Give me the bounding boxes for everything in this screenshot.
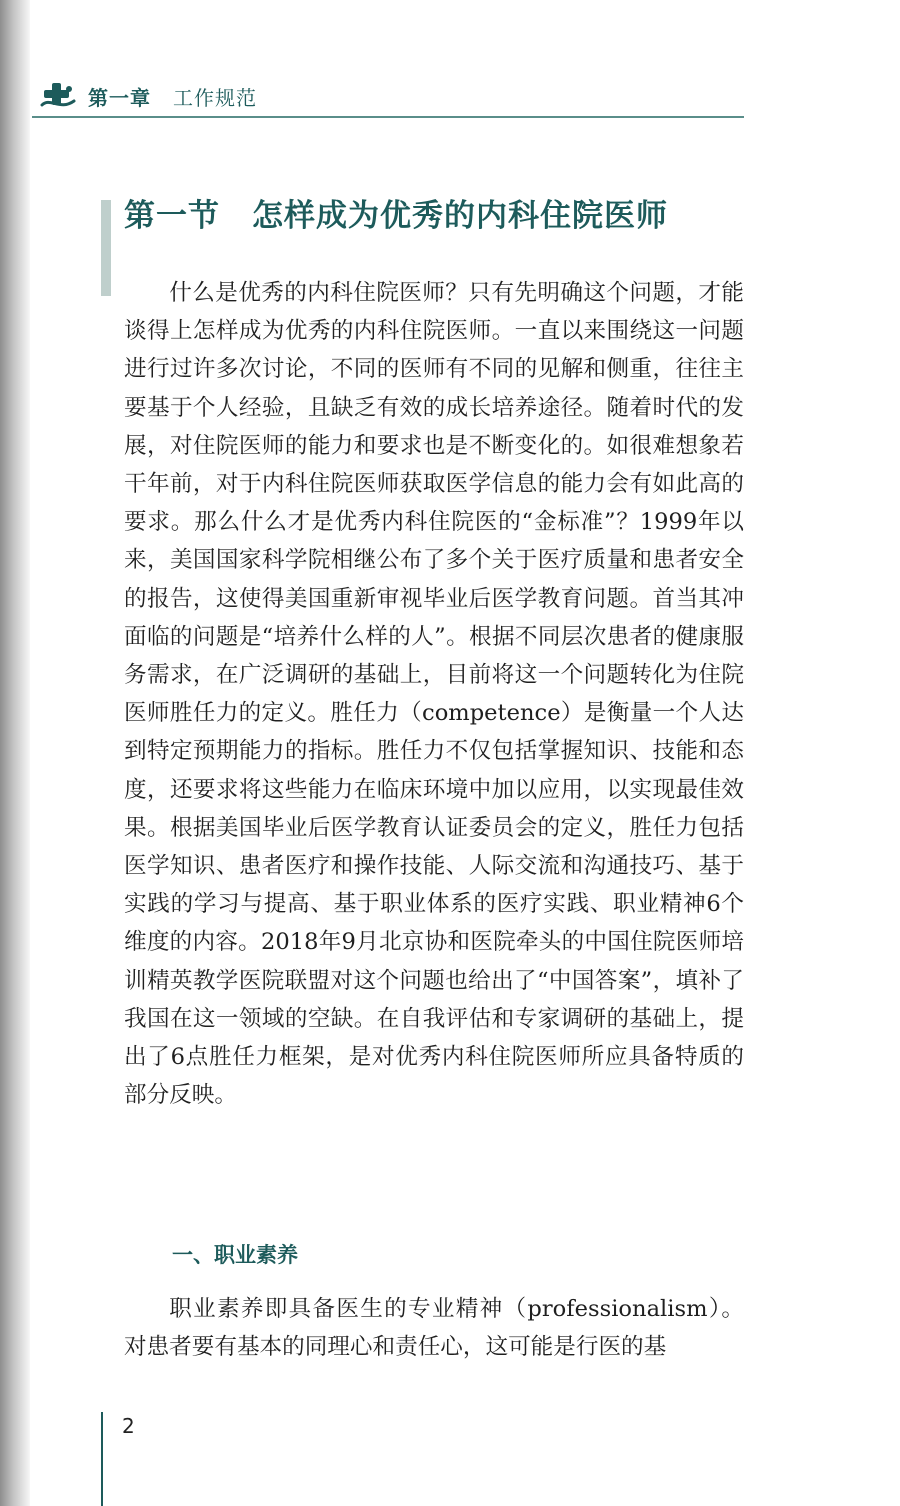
chapter-number: 第一章 [88, 85, 151, 110]
header-divider [32, 116, 744, 118]
section-accent-bar [101, 200, 111, 296]
subheading-professionalism: 一、职业素养 [172, 1243, 298, 1267]
page-number-rule [101, 1412, 103, 1506]
body-paragraph-2: 职业素养即具备医生的专业精神（professionalism）。对患者要有基本的同理心和责任心，这可能是行医的基 [124, 1296, 744, 1361]
running-header [40, 78, 257, 114]
book-spine-shadow [0, 0, 30, 1506]
section-title: 第一节 怎样成为优秀的内科住院医师 [124, 198, 668, 234]
page-number: 2 [122, 1414, 135, 1438]
medical-cross-logo-icon [40, 81, 76, 111]
body-paragraph-1: 什么是优秀的内科住院医师？只有先明确这个问题，才能谈得上怎样成为优秀的内科住院医师。一直以来围绕这一问题进行过许多次讨论，不同的医师有不同的见解和侧重，往往主要基于个人经验，且缺乏有效的成长培养途径。随着时代的发展，对住院医师的能力和要求也是不断变化的。如很难想象若干年前，对于内科住院医师获取医学信息的能力会有如此高的要求。那么什么才是优秀内科住院医的“金标准”？1999年以来，美国国家科学院相继公布了多个关于医疗质量和患者安全的报告，这使得美国重新审视毕业后医学教育问题。首当其冲面临的问题是“培养什么样的人”。根据不同层次患者的健康服务需求，在广泛调研的基础上，目前将这一个问题转化为住院医师胜任力的定义。胜任力（competence）是衡量一个人达到特定预期能力的指标。胜任力不仅包括掌握知识、技能和态度，还要求将这些能力在临床环境中加以应用，以实现最佳效果。根据美国毕业后医学教育认证委员会的定义，胜任力包括医学知识、患者医疗和操作技能、人际交流和沟通技巧、基于实践的学习与提高、基于职业体系的医疗实践、职业精神6个维度的内容。2018年9月北京协和医院牵头的中国住院医师培训精英教学医院联盟对这个问题也给出了“中国答案”，填补了我国在这一领域的空缺。在自我评估和专家调研的基础上，提出了6点胜任力框架，是对优秀内科住院医师所应具备特质的部分反映。 [124, 280, 744, 1109]
chapter-title: 工作规范 [173, 85, 257, 110]
